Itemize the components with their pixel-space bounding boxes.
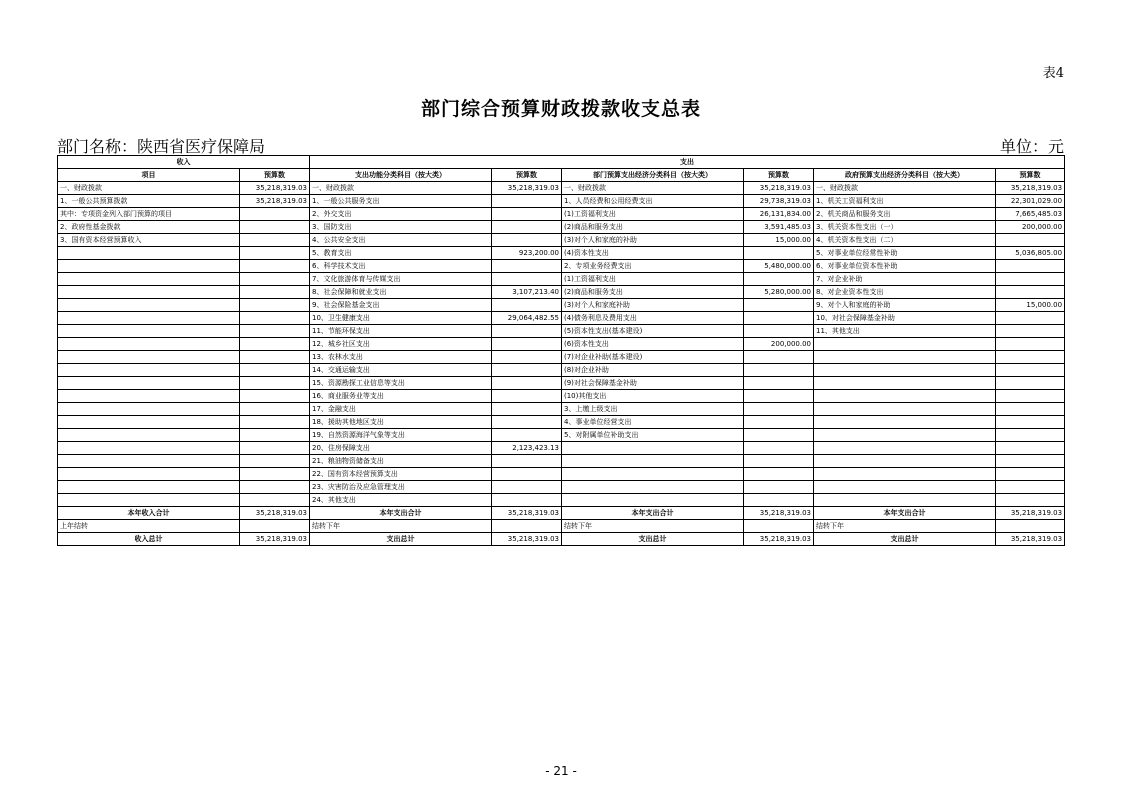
column-header: 部门预算支出经济分类科目（按大类）: [562, 169, 744, 182]
table-cell: [240, 403, 310, 416]
table-cell: (6)资本性支出: [562, 338, 744, 351]
table-cell: [996, 390, 1065, 403]
column-header: 预算数: [240, 169, 310, 182]
table-cell: [996, 481, 1065, 494]
table-cell: 15,000.00: [996, 299, 1065, 312]
table-cell: [814, 416, 996, 429]
table-cell: [240, 351, 310, 364]
table-cell: 22、国有资本经营预算支出: [310, 468, 492, 481]
table-cell: 9、社会保险基金支出: [310, 299, 492, 312]
table-cell: 7,665,485.03: [996, 208, 1065, 221]
table-cell: 6、科学技术支出: [310, 260, 492, 273]
table-cell: 16、商业服务业等支出: [310, 390, 492, 403]
table-cell: [58, 403, 240, 416]
table-cell: [58, 247, 240, 260]
table-cell: (2)商品和服务支出: [562, 286, 744, 299]
table-cell: [562, 442, 744, 455]
table-cell: [240, 247, 310, 260]
table-row: [58, 377, 1065, 390]
table-cell: [744, 299, 814, 312]
table-cell: 29,738,319.03: [744, 195, 814, 208]
column-header: 预算数: [744, 169, 814, 182]
table-cell: 21、粮油物资储备支出: [310, 455, 492, 468]
table-row: [58, 182, 1065, 195]
table-cell: [996, 520, 1065, 533]
table-row: [58, 351, 1065, 364]
table-cell: [240, 286, 310, 299]
table-cell: 10、对社会保障基金补助: [814, 312, 996, 325]
table-cell: (1)工资福利支出: [562, 273, 744, 286]
table-cell: [744, 455, 814, 468]
table-cell: [744, 520, 814, 533]
table-cell: [58, 312, 240, 325]
table-cell: [492, 390, 562, 403]
table-cell: 3、机关资本性支出（一）: [814, 221, 996, 234]
table-cell: 15,000.00: [744, 234, 814, 247]
table-cell: 14、交通运输支出: [310, 364, 492, 377]
expense-group-header: 支出: [310, 156, 1065, 169]
table-cell: [562, 494, 744, 507]
table-cell: [562, 455, 744, 468]
table-cell: 1、一般公共服务支出: [310, 195, 492, 208]
table-cell: [814, 468, 996, 481]
table-cell: 4、事业单位经营支出: [562, 416, 744, 429]
table-cell: [744, 494, 814, 507]
table-cell: (10)其他支出: [562, 390, 744, 403]
table-cell: [492, 338, 562, 351]
table-cell: 3,591,485.03: [744, 221, 814, 234]
table-cell: [562, 481, 744, 494]
table-cell: (5)资本性支出(基本建设): [562, 325, 744, 338]
table-cell: (4)债务利息及费用支出: [562, 312, 744, 325]
table-row: [58, 247, 1065, 260]
table-cell: [240, 429, 310, 442]
table-cell: [58, 338, 240, 351]
table-cell: [996, 429, 1065, 442]
table-cell: [814, 390, 996, 403]
table-cell: [814, 364, 996, 377]
table-cell: [240, 390, 310, 403]
table-cell: [996, 455, 1065, 468]
table-cell: [492, 520, 562, 533]
table-row: [58, 221, 1065, 234]
table-cell: (4)资本性支出: [562, 247, 744, 260]
table-cell: [492, 494, 562, 507]
column-header: 政府预算支出经济分类科目（按大类）: [814, 169, 996, 182]
table-cell: 本年支出合计: [310, 507, 492, 520]
table-cell: 200,000.00: [744, 338, 814, 351]
table-cell: [240, 208, 310, 221]
table-row: [58, 468, 1065, 481]
table-row: [58, 325, 1065, 338]
table-cell: 29,064,482.55: [492, 312, 562, 325]
table-cell: 6、对事业单位资本性补助: [814, 260, 996, 273]
table-cell: 18、援助其他地区支出: [310, 416, 492, 429]
page-title: 部门综合预算财政拨款收支总表: [420, 98, 701, 120]
table-cell: 一、财政拨款: [562, 182, 744, 195]
table-cell: [744, 403, 814, 416]
table-cell: [240, 442, 310, 455]
table-row: [58, 299, 1065, 312]
table-cell: [814, 403, 996, 416]
table-cell: 35,218,319.03: [240, 182, 310, 195]
table-cell: [996, 338, 1065, 351]
table-cell: [996, 234, 1065, 247]
table-cell: 11、其他支出: [814, 325, 996, 338]
table-cell: [492, 403, 562, 416]
table-cell: [492, 208, 562, 221]
table-cell: [492, 221, 562, 234]
table-cell: [996, 260, 1065, 273]
table-cell: [744, 364, 814, 377]
table-cell: [492, 299, 562, 312]
table-cell: [744, 312, 814, 325]
table-cell: 本年支出合计: [562, 507, 744, 520]
table-cell: 1、人员经费和公用经费支出: [562, 195, 744, 208]
table-row: [58, 455, 1065, 468]
table-cell: [996, 403, 1065, 416]
table-cell: [240, 364, 310, 377]
table-cell: 35,218,319.03: [744, 182, 814, 195]
table-cell: [240, 325, 310, 338]
table-cell: 7、对企业补助: [814, 273, 996, 286]
table-cell: [58, 351, 240, 364]
table-cell: [58, 468, 240, 481]
table-cell: [492, 273, 562, 286]
table-cell: [240, 221, 310, 234]
table-cell: [562, 468, 744, 481]
table-cell: 5,036,805.00: [996, 247, 1065, 260]
table-cell: [492, 455, 562, 468]
table-cell: [814, 455, 996, 468]
table-cell: [996, 286, 1065, 299]
table-cell: [814, 442, 996, 455]
table-cell: 5、对事业单位经常性补助: [814, 247, 996, 260]
table-cell: 结转下年: [562, 520, 744, 533]
table-cell: [492, 481, 562, 494]
table-cell: [492, 377, 562, 390]
table-cell: 35,218,319.03: [240, 195, 310, 208]
table-cell: [744, 273, 814, 286]
total-row: [58, 520, 1065, 533]
table-row: [58, 195, 1065, 208]
table-row: [58, 429, 1065, 442]
table-cell: [58, 260, 240, 273]
table-cell: [996, 364, 1065, 377]
table-cell: 一、财政拨款: [310, 182, 492, 195]
table-cell: 35,218,319.03: [996, 182, 1065, 195]
column-header: 预算数: [996, 169, 1065, 182]
table-cell: [240, 455, 310, 468]
table-cell: 35,218,319.03: [996, 507, 1065, 520]
table-cell: 8、社会保障和就业支出: [310, 286, 492, 299]
table-cell: 4、机关资本性支出（二）: [814, 234, 996, 247]
table-cell: [814, 429, 996, 442]
table-cell: [58, 416, 240, 429]
total-row: [58, 507, 1065, 520]
table-cell: 2、专项业务经费支出: [562, 260, 744, 273]
table-cell: [996, 377, 1065, 390]
unit-label: 单位：元: [999, 137, 1064, 156]
table-cell: 17、金融支出: [310, 403, 492, 416]
table-cell: [744, 481, 814, 494]
table-cell: (9)对社会保障基金补助: [562, 377, 744, 390]
table-cell: [58, 390, 240, 403]
table-cell: [58, 494, 240, 507]
table-row: [58, 260, 1065, 273]
table-cell: [240, 338, 310, 351]
table-cell: [744, 351, 814, 364]
table-cell: [58, 442, 240, 455]
table-cell: [240, 416, 310, 429]
table-cell: 20、住房保障支出: [310, 442, 492, 455]
table-cell: [58, 299, 240, 312]
table-cell: 1、机关工资福利支出: [814, 195, 996, 208]
table-cell: 35,218,319.03: [744, 507, 814, 520]
table-cell: 35,218,319.03: [492, 533, 562, 546]
table-cell: 本年收入合计: [58, 507, 240, 520]
table-cell: 3、国防支出: [310, 221, 492, 234]
table-cell: [58, 481, 240, 494]
table-cell: [240, 273, 310, 286]
table-cell: 26,131,834.00: [744, 208, 814, 221]
table-cell: [240, 234, 310, 247]
table-cell: [240, 260, 310, 273]
table-cell: [744, 377, 814, 390]
table-row: [58, 312, 1065, 325]
table-cell: [744, 429, 814, 442]
table-row: [58, 416, 1065, 429]
table-cell: [492, 429, 562, 442]
column-header: 项目: [58, 169, 240, 182]
table-cell: (1)工资福利支出: [562, 208, 744, 221]
table-cell: [814, 377, 996, 390]
table-cell: [996, 416, 1065, 429]
table-cell: [58, 364, 240, 377]
table-cell: [240, 377, 310, 390]
table-cell: 收入总计: [58, 533, 240, 546]
table-cell: [492, 468, 562, 481]
table-cell: 3、国有资本经营预算收入: [58, 234, 240, 247]
table-row: [58, 494, 1065, 507]
table-row: [58, 442, 1065, 455]
table-cell: 22,301,029.00: [996, 195, 1065, 208]
table-cell: 其中：专项资金列入部门预算的项目: [58, 208, 240, 221]
table-cell: 1、一般公共预算拨款: [58, 195, 240, 208]
table-cell: 9、对个人和家庭的补助: [814, 299, 996, 312]
table-cell: [744, 468, 814, 481]
table-cell: (3)对个人和家庭的补助: [562, 234, 744, 247]
table-row: [58, 364, 1065, 377]
total-row: [58, 533, 1065, 546]
table-cell: [492, 351, 562, 364]
table-cell: [744, 325, 814, 338]
table-cell: [814, 338, 996, 351]
table-cell: (8)对企业补助: [562, 364, 744, 377]
table-cell: [240, 494, 310, 507]
table-cell: [58, 325, 240, 338]
table-cell: 7、文化旅游体育与传媒支出: [310, 273, 492, 286]
table-cell: 2、机关商品和服务支出: [814, 208, 996, 221]
table-cell: [58, 429, 240, 442]
table-row: [58, 286, 1065, 299]
table-cell: 11、节能环保支出: [310, 325, 492, 338]
table-cell: 结转下年: [814, 520, 996, 533]
table-cell: [58, 455, 240, 468]
column-header: 预算数: [492, 169, 562, 182]
table-cell: [814, 351, 996, 364]
table-cell: [996, 468, 1065, 481]
table-cell: [240, 481, 310, 494]
page-number: - 21 -: [545, 764, 577, 778]
table-cell: 一、财政拨款: [58, 182, 240, 195]
table-cell: 200,000.00: [996, 221, 1065, 234]
table-cell: 10、卫生健康支出: [310, 312, 492, 325]
table-row: [58, 481, 1065, 494]
table-cell: [240, 520, 310, 533]
table-cell: 2,123,423.13: [492, 442, 562, 455]
table-cell: 35,218,319.03: [492, 182, 562, 195]
table-cell: [58, 377, 240, 390]
table-cell: 923,200.00: [492, 247, 562, 260]
table-row: [58, 390, 1065, 403]
table-cell: (7)对企业补助(基本建设): [562, 351, 744, 364]
table-row: [58, 234, 1065, 247]
table-cell: [744, 390, 814, 403]
table-number: 表4: [1042, 66, 1064, 81]
budget-table: [57, 155, 1065, 546]
table-cell: [240, 312, 310, 325]
income-group-header: 收入: [58, 156, 310, 169]
table-cell: 一、财政拨款: [814, 182, 996, 195]
table-cell: [492, 195, 562, 208]
table-cell: [744, 416, 814, 429]
table-cell: [492, 416, 562, 429]
table-cell: 3,107,213.40: [492, 286, 562, 299]
table-cell: 15、资源勘探工业信息等支出: [310, 377, 492, 390]
table-cell: 35,218,319.03: [996, 533, 1065, 546]
table-cell: [492, 234, 562, 247]
table-cell: 结转下年: [310, 520, 492, 533]
column-header-row: [58, 169, 1065, 182]
table-cell: 5、教育支出: [310, 247, 492, 260]
table-cell: 支出总计: [814, 533, 996, 546]
table-cell: [744, 247, 814, 260]
table-cell: 5、对附属单位补助支出: [562, 429, 744, 442]
table-row: [58, 208, 1065, 221]
table-cell: 12、城乡社区支出: [310, 338, 492, 351]
table-cell: 支出总计: [310, 533, 492, 546]
table-cell: 5,280,000.00: [744, 286, 814, 299]
table-cell: 8、对企业资本性支出: [814, 286, 996, 299]
table-cell: 35,218,319.03: [240, 533, 310, 546]
table-cell: 4、公共安全支出: [310, 234, 492, 247]
table-cell: 上年结转: [58, 520, 240, 533]
table-cell: 支出总计: [562, 533, 744, 546]
table-cell: [996, 351, 1065, 364]
table-cell: 35,218,319.03: [492, 507, 562, 520]
table-cell: 2、政府性基金拨款: [58, 221, 240, 234]
table-cell: [996, 273, 1065, 286]
table-cell: [492, 325, 562, 338]
table-row: [58, 403, 1065, 416]
table-cell: [996, 312, 1065, 325]
table-cell: [492, 364, 562, 377]
table-row: [58, 338, 1065, 351]
table-cell: 本年支出合计: [814, 507, 996, 520]
table-cell: [744, 442, 814, 455]
table-cell: 5,480,000.00: [744, 260, 814, 273]
table-cell: 2、外交支出: [310, 208, 492, 221]
table-cell: [814, 494, 996, 507]
table-cell: 35,218,319.03: [240, 507, 310, 520]
table-cell: [814, 481, 996, 494]
table-cell: 24、其他支出: [310, 494, 492, 507]
table-cell: 3、上缴上级支出: [562, 403, 744, 416]
table-cell: [996, 494, 1065, 507]
table-cell: [492, 260, 562, 273]
column-header: 支出功能分类科目（按大类）: [310, 169, 492, 182]
table-cell: [996, 325, 1065, 338]
table-cell: [240, 468, 310, 481]
table-cell: 13、农林水支出: [310, 351, 492, 364]
table-cell: (2)商品和服务支出: [562, 221, 744, 234]
table-cell: [58, 286, 240, 299]
table-cell: [240, 299, 310, 312]
table-row: [58, 273, 1065, 286]
table-cell: 19、自然资源海洋气象等支出: [310, 429, 492, 442]
table-cell: [58, 273, 240, 286]
table-cell: [996, 442, 1065, 455]
table-cell: (3)对个人和家庭补助: [562, 299, 744, 312]
table-cell: 23、灾害防治及应急管理支出: [310, 481, 492, 494]
department-name: 部门名称：陕西省医疗保障局: [57, 137, 266, 156]
table-cell: 35,218,319.03: [744, 533, 814, 546]
